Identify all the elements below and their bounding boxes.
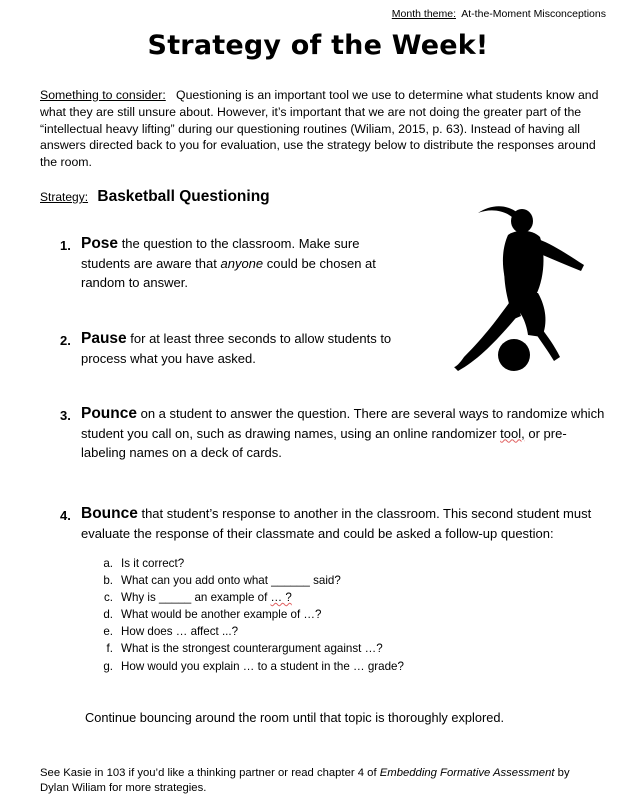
- step-body: [81, 234, 401, 293]
- step-keyword: Pause: [81, 330, 127, 347]
- step-text: the question to the classroom. Make sure students are aware that: [81, 236, 360, 271]
- spellcheck-flag: tool,: [500, 425, 525, 441]
- step-text: on a student to answer the question. There are several ways to randomize which student you call on, such as drawing names, using an online randomizer: [81, 406, 605, 441]
- step-number: 1.: [60, 238, 71, 253]
- list-letter: g.: [103, 659, 113, 673]
- step-keyword: Pose: [81, 235, 119, 252]
- closing-line: Continue bouncing around the room until that topic is thoroughly explored.: [85, 710, 505, 725]
- step-body: [81, 504, 611, 543]
- step-body: [81, 404, 606, 463]
- step-number: 4.: [60, 508, 71, 523]
- month-theme-value: At-the-Moment Misconceptions: [461, 8, 606, 20]
- list-letter: a.: [103, 557, 113, 570]
- intro-paragraph: [40, 87, 606, 171]
- list-text: Is it correct?: [121, 557, 185, 570]
- list-letter: f.: [106, 642, 113, 656]
- step-text: could be chosen at random to answer.: [81, 255, 376, 290]
- basketball-player-silhouette-icon: [450, 195, 590, 377]
- footer-note: [40, 766, 600, 796]
- list-text: How would you explain … to a student in the … grade?: [121, 659, 404, 673]
- month-theme: [392, 8, 606, 20]
- step-keyword: Pounce: [81, 405, 137, 422]
- list-letter: e.: [103, 625, 113, 639]
- list-text: How does … affect ...?: [121, 625, 239, 639]
- book-title: Embedding Formative Assessment: [379, 767, 555, 779]
- strategy-name: Basketball Questioning: [97, 188, 270, 205]
- step-emphasis: anyone: [220, 255, 264, 271]
- month-theme-label: Month theme:: [391, 8, 456, 20]
- step-number: 2.: [60, 333, 71, 348]
- list-text-wrapper: [121, 590, 292, 605]
- strategy-label: Strategy:: [40, 190, 89, 204]
- list-letter: c.: [103, 591, 113, 605]
- step-keyword: Bounce: [81, 505, 138, 522]
- list-letter: d.: [103, 608, 113, 622]
- step-text: that student’s response to another in the classroom. This second student must evaluate the response of their classmate and could be asked a follow-up question:: [81, 506, 592, 541]
- step-body: [81, 329, 411, 368]
- footer-text: by Dylan Wiliam for more strategies.: [40, 767, 570, 795]
- step-text: for at least three seconds to allow students to process what you have asked.: [81, 331, 392, 366]
- step-text: or pre-labeling names on a deck of cards.: [81, 425, 567, 460]
- strategy-heading: [40, 188, 270, 206]
- list-text: What can you add onto what ______ said?: [121, 574, 341, 588]
- footer-text: See Kasie in 103 if you’d like a thinking partner or read chapter 4 of: [40, 767, 377, 779]
- step-number: 3.: [60, 408, 71, 423]
- page-title: Strategy of the Week!: [147, 30, 489, 61]
- list-text: What is the strongest counterargument against …?: [121, 642, 383, 656]
- list-text: What would be another example of …?: [121, 608, 322, 622]
- list-text: Why is _____ an example of: [121, 591, 268, 605]
- list-letter: b.: [103, 574, 113, 588]
- spellcheck-flag: … ?: [270, 591, 292, 605]
- intro-text: Questioning is an important tool we use to determine what students know and what they are still unsure about. However, it’s important that we are not doing the greater part of the “intellectual heavy lifting” during our questioning routines (Wiliam, 2015, p. 63). Instead of having all answers directed back to you for evaluation, use the strategy below to distribute the responses around the room.: [40, 88, 599, 170]
- intro-lead: Something to consider:: [40, 88, 166, 102]
